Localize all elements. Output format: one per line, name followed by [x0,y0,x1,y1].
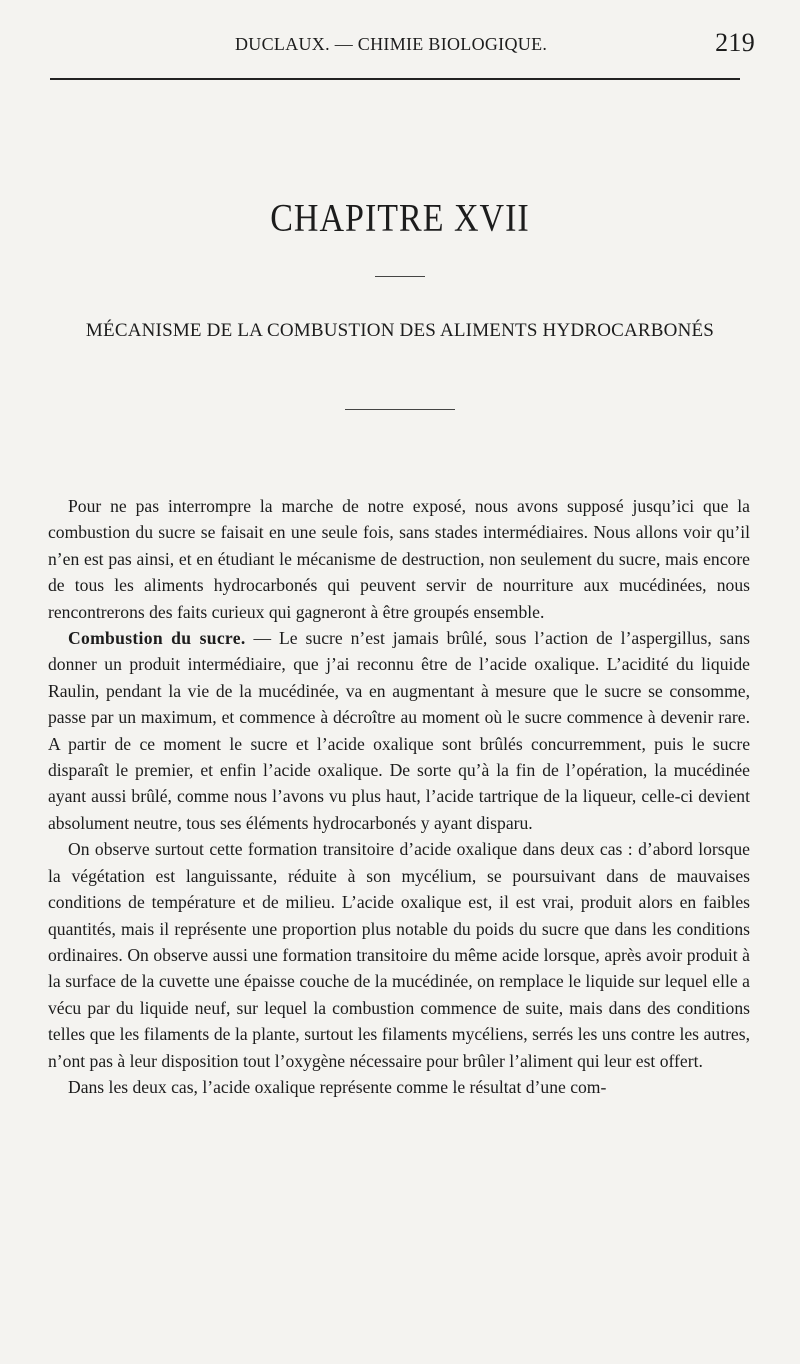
section-divider [345,409,455,410]
chapter-subtitle: MÉCANISME DE LA COMBUSTION DES ALIMENTS HYDROCARBONÉS [85,320,715,341]
page-number: 219 [715,28,755,57]
header-rule [50,78,740,80]
chapter-title: CHAPITRE XVII [270,197,530,240]
running-header [235,28,755,58]
paragraph-final: Dans les deux cas, l’acide oxalique représente comme le résultat d’une com- [68,1076,607,1097]
running-title: DUCLAUX. — CHIMIE BIOLOGIQUE. [235,34,548,54]
paragraph-intro: Pour ne pas interrompre la marche de notre exposé, nous avons supposé jusqu’ici que la combustion du sucre se faisait en une seule fois, sans stades intermédiaires. Nous allons voir qu’il n’en est pas ainsi, et en étudiant le mécanisme de destruction, non seulement du sucre, mais encore de tous les aliments hydrocarbonés qui peuvent servir de nourriture aux mucédinées, nous rencontrerons des faits curieux qui gagneront à être groupés ensemble. [48,496,750,622]
paragraph-combustion [48,625,750,836]
chapter-divider [375,276,425,277]
section-text: — Le sucre n’est jamais brûlé, sous l’action de l’aspergillus, sans donner un produit intermédiaire, que j’ai reconnu être de l’acide oxalique. L’acidité du liquide Raulin, pendant la vie de la mucédinée, va en augmentant à mesure que le sucre se consomme, passe par un maximum, et commence à décroître au moment où le sucre commence à devenir rare. A partir de ce moment le sucre et l’acide oxalique sont brûlés concurremment, puis le sucre disparaît le premier, et enfin l’acide oxalique. De sorte qu’à la fin de l’opération, la mucédinée ayant aussi brûlé, comme nous l’avons vu plus haut, l’acide tartrique de la liqueur, celle-ci devient absolument neutre, tous ses éléments hydrocarbonés y ayant disparu. [48,628,750,833]
section-heading: Combustion du sucre. [68,628,246,649]
paragraph-observations: On observe surtout cette formation transitoire d’acide oxalique dans deux cas : d’abord lorsque la végétation est languissante, réduite à son mycélium, se poursuivant dans de mauvaises conditions de température et de milieu. L’acide oxalique est, il est vrai, produit alors en faibles quantités, mais il représente une proportion plus notable du poids du sucre que dans les conditions ordinaires. On observe aussi une formation transitoire du même acide lorsque, après avoir produit à la surface de la cuvette une épaisse couche de la mucédinée, on remplace le liquide sur lequel elle a vécu par du liquide neuf, sur lequel la combustion commence de suite, mais dans des conditions telles que les filaments de la plante, surtout les filaments mycéliens, serrés les uns contre les autres, n’ont pas à leur disposition tout l’oxygène nécessaire pour brûler l’aliment qui leur est offert. [48,839,750,1071]
body-text [48,493,750,1100]
